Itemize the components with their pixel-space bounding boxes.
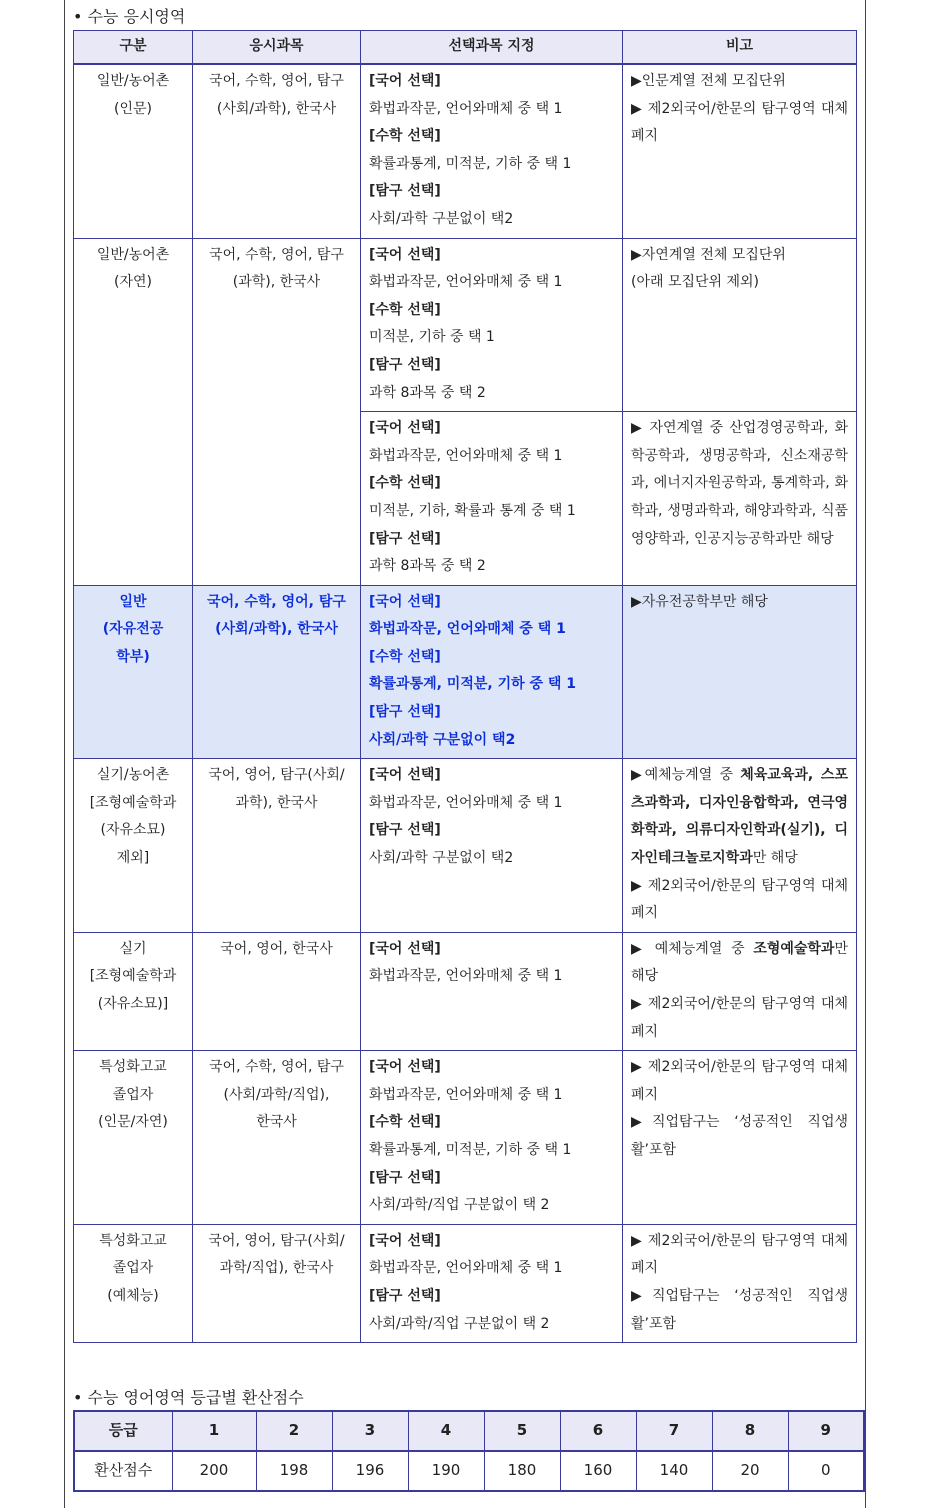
text-segment: ▶자연계열 전체 모집단위 — [631, 246, 786, 263]
cell-line — [201, 616, 352, 644]
text-segment: 사회/과학/직업 구분없이 택 2 — [369, 1197, 550, 1214]
cell-c2 — [193, 1224, 361, 1342]
cell-c2 — [193, 759, 361, 933]
table-row — [74, 64, 857, 238]
text-segment: 과학 8과목 중 택 2 — [369, 558, 486, 575]
text-segment: ▶예체능계열 중 — [631, 767, 741, 784]
cell-c1 — [74, 1051, 193, 1225]
text-segment: [국어 선택] — [369, 246, 441, 263]
page-border-right — [865, 0, 866, 1508]
text-segment: ▶ 제2외국어/한문의 탐구영역 대체 폐지 — [631, 1232, 848, 1277]
text-segment: 사회/과학 구분없이 택2 — [369, 850, 514, 867]
cell-line — [631, 415, 848, 553]
text-segment: [수학 선택] — [369, 1114, 441, 1131]
cell-line — [631, 269, 848, 297]
text-segment: 국어, 수학, 영어, 탐구 — [209, 246, 344, 263]
text-segment: 미적분, 기하 중 택 1 — [369, 329, 495, 346]
text-segment: 만 해당 — [631, 940, 848, 985]
text-segment: (자유전공 — [102, 621, 164, 638]
cell-line — [369, 936, 614, 964]
cell-line — [369, 762, 614, 790]
cell-c3 — [361, 1224, 623, 1342]
cell-line — [631, 991, 848, 1046]
cell-line — [369, 553, 614, 581]
cell-line — [82, 589, 184, 617]
text-segment: ▶ 예체능계열 중 — [631, 940, 754, 957]
grade-label: 등급 — [74, 1411, 172, 1451]
text-segment: 사회/과학/직업 구분없이 택 2 — [369, 1315, 550, 1332]
cell-c3 — [361, 64, 623, 238]
text-segment: 화법과작문, 언어와매체 중 택 1 — [369, 968, 563, 985]
grade-8: 8 — [712, 1411, 788, 1451]
cell-line — [631, 68, 848, 96]
text-segment: [탐구 선택] — [369, 183, 441, 200]
text-segment: (사회/과학), 한국사 — [216, 100, 337, 117]
text-segment: [조형예술학과 — [89, 794, 177, 811]
text-segment: 특성화고교 — [99, 1232, 167, 1249]
cell-line — [631, 936, 848, 991]
table-header-row — [74, 31, 857, 65]
cell-line — [82, 644, 184, 672]
cell-c4 — [623, 412, 857, 586]
header-category: 구분 — [74, 31, 193, 65]
cell-line — [369, 498, 614, 526]
text-segment: 화법과작문, 언어와매체 중 택 1 — [369, 100, 563, 117]
cell-c4 — [623, 585, 857, 759]
text-segment: 국어, 영어, 한국사 — [220, 940, 333, 957]
text-segment: 졸업자 — [112, 1086, 154, 1103]
text-segment: 과학/직업), 한국사 — [219, 1260, 334, 1277]
page-border-left — [64, 0, 65, 1508]
cell-line — [201, 96, 352, 124]
cell-line — [631, 589, 848, 617]
text-segment: ▶ 제2외국어/한문의 탐구영역 대체 폐지 — [631, 100, 848, 145]
grade-6: 6 — [560, 1411, 636, 1451]
grade-4: 4 — [408, 1411, 484, 1451]
cell-line — [201, 790, 352, 818]
cell-c2 — [193, 1051, 361, 1225]
cell-line — [369, 1165, 614, 1193]
text-segment: 화법과작문, 언어와매체 중 택 1 — [369, 447, 563, 464]
cell-c4 — [623, 238, 857, 412]
cell-line — [369, 380, 614, 408]
text-segment: [국어 선택] — [369, 940, 441, 957]
cell-line — [369, 415, 614, 443]
cell-line — [201, 1255, 352, 1283]
score-grade-3: 196 — [332, 1451, 408, 1491]
text-segment: ▶ 자연계열 중 산업경영공학과, 화학공학과, 생명공학과, 신소재공학과, 에너지자원공학과, 통계학과, 화학과, 생명과학과, 해양과학과, 식품영양학과, 인공지능공학과만 해당 — [631, 420, 848, 547]
header-notes: 비고 — [623, 31, 857, 65]
cell-line — [82, 68, 184, 96]
cell-line — [201, 242, 352, 270]
cell-line — [201, 762, 352, 790]
text-segment: 체육교육과, 스포츠과학과, 디자인융합학과, 연극영화학과, 의류디자인학과(실기), 디자인테크놀로지학과 — [631, 767, 848, 867]
grade-2: 2 — [256, 1411, 332, 1451]
text-segment: 국어, 수학, 영어, 탐구 — [207, 593, 346, 610]
score-grade-7: 140 — [636, 1451, 712, 1491]
grade-3: 3 — [332, 1411, 408, 1451]
cell-line — [201, 1054, 352, 1082]
cell-c4 — [623, 759, 857, 933]
text-segment: 특성화고교 — [99, 1059, 167, 1076]
score-label: 환산점수 — [74, 1451, 172, 1491]
text-segment: 화법과작문, 언어와매체 중 택 1 — [369, 1086, 563, 1103]
cell-line — [369, 1054, 614, 1082]
text-segment: 만 해당 — [752, 850, 798, 867]
text-segment: [국어 선택] — [369, 420, 441, 437]
text-segment: 일반/농어촌 — [96, 73, 170, 89]
text-segment: (인문/자연) — [98, 1114, 168, 1131]
text-segment: 실기 — [119, 940, 147, 957]
cell-c1 — [74, 932, 193, 1050]
text-segment: (자연) — [114, 274, 152, 291]
score-grade-4: 190 — [408, 1451, 484, 1491]
cell-line — [631, 873, 848, 928]
cell-line — [631, 1228, 848, 1283]
cell-c1 — [74, 238, 193, 585]
text-segment: [수학 선택] — [369, 301, 441, 318]
text-segment: ▶ 제2외국어/한문의 탐구영역 대체 폐지 — [631, 877, 848, 922]
text-segment: [국어 선택] — [369, 767, 441, 784]
cell-line — [82, 991, 184, 1019]
cell-line — [631, 1283, 848, 1338]
header-subjects: 응시과목 — [193, 31, 361, 65]
text-segment: 과학 8과목 중 택 2 — [369, 384, 486, 401]
text-segment: (사회/과학), 한국사 — [215, 621, 338, 638]
cell-line — [369, 817, 614, 845]
text-segment: 사회/과학 구분없이 택2 — [369, 210, 514, 227]
text-segment: 화법과작문, 언어와매체 중 택 1 — [369, 1260, 563, 1277]
cell-line — [631, 96, 848, 151]
text-segment: [수학 선택] — [369, 475, 441, 492]
text-segment: 국어, 영어, 탐구(사회/ — [208, 767, 345, 784]
score-grade-1: 200 — [172, 1451, 256, 1491]
cell-line — [201, 1082, 352, 1110]
text-segment: ▶ 제2외국어/한문의 탐구영역 대체 폐지 — [631, 1059, 848, 1103]
cell-line — [369, 1228, 614, 1256]
exam-areas-table — [73, 30, 857, 1343]
text-segment: 미적분, 기하, 확률과 통계 중 택 1 — [369, 502, 576, 519]
text-segment: [탐구 선택] — [369, 704, 441, 721]
cell-c1 — [74, 585, 193, 759]
cell-c3 — [361, 585, 623, 759]
cell-line — [82, 845, 184, 873]
table-row — [74, 585, 857, 759]
cell-line — [631, 1109, 848, 1164]
cell-line — [82, 963, 184, 991]
cell-c2 — [193, 238, 361, 585]
text-segment: 확률과통계, 미적분, 기하 중 택 1 — [369, 676, 577, 693]
table-row — [74, 932, 857, 1050]
text-segment: 졸업자 — [112, 1260, 154, 1277]
cell-line — [369, 727, 614, 755]
table-row — [74, 1224, 857, 1342]
text-segment: 제외] — [116, 850, 150, 867]
cell-c2 — [193, 585, 361, 759]
grade-1: 1 — [172, 1411, 256, 1451]
text-segment: 국어, 수학, 영어, 탐구 — [209, 1059, 344, 1076]
cell-c3 — [361, 1051, 623, 1225]
cell-line — [82, 762, 184, 790]
cell-line — [82, 96, 184, 124]
section-title-english-scores: • 수능 영어영역 등급별 환산점수 — [73, 1388, 304, 1407]
text-segment: [탐구 선택] — [369, 356, 441, 373]
cell-c2 — [193, 932, 361, 1050]
cell-line — [369, 845, 614, 873]
cell-line — [369, 963, 614, 991]
text-segment: [국어 선택] — [369, 593, 441, 610]
cell-line — [369, 1311, 614, 1339]
cell-line — [82, 1109, 184, 1137]
cell-line — [369, 790, 614, 818]
cell-line — [201, 269, 352, 297]
cell-line — [369, 297, 614, 325]
text-segment: (인문) — [114, 100, 152, 117]
text-segment: [탐구 선택] — [369, 1287, 441, 1304]
cell-line — [369, 526, 614, 554]
text-segment: [국어 선택] — [369, 1232, 441, 1249]
cell-line — [369, 352, 614, 380]
cell-line — [369, 151, 614, 179]
cell-line — [201, 68, 352, 96]
cell-line — [369, 589, 614, 617]
cell-c3 — [361, 759, 623, 933]
text-segment: 국어, 영어, 탐구(사회/ — [208, 1232, 345, 1249]
grade-5: 5 — [484, 1411, 560, 1451]
text-segment: 확률과통계, 미적분, 기하 중 택 1 — [369, 1141, 572, 1158]
cell-line — [82, 269, 184, 297]
cell-line — [82, 1054, 184, 1082]
cell-line — [82, 1255, 184, 1283]
text-segment: (사회/과학/직업), — [223, 1086, 330, 1103]
cell-c1 — [74, 1224, 193, 1342]
english-score-table — [73, 1410, 865, 1492]
table-row — [74, 1051, 857, 1225]
text-segment: 한국사 — [256, 1114, 297, 1131]
cell-c3 — [361, 412, 623, 586]
table-row — [74, 238, 857, 412]
text-segment: [탐구 선택] — [369, 1169, 441, 1186]
text-segment: 화법과작문, 언어와매체 중 택 1 — [369, 794, 563, 811]
table-row — [74, 759, 857, 933]
cell-c3 — [361, 932, 623, 1050]
cell-line — [82, 817, 184, 845]
text-segment: 일반 — [119, 593, 147, 610]
text-segment: [국어 선택] — [369, 1059, 441, 1076]
score-grade-8: 20 — [712, 1451, 788, 1491]
text-segment: [국어 선택] — [369, 73, 441, 89]
cell-c4 — [623, 64, 857, 238]
text-segment: (자유소묘)] — [97, 996, 169, 1012]
cell-line — [369, 616, 614, 644]
text-segment: (과학), 한국사 — [232, 274, 321, 291]
text-segment: 화법과작문, 언어와매체 중 택 1 — [369, 621, 566, 638]
grade-7: 7 — [636, 1411, 712, 1451]
cell-line — [369, 324, 614, 352]
cell-c4 — [623, 1051, 857, 1225]
section-title-exam-areas: • 수능 응시영역 — [73, 7, 186, 26]
score-grade-6: 160 — [560, 1451, 636, 1491]
text-segment: 조형예술학과 — [753, 940, 835, 957]
cell-line — [369, 671, 614, 699]
cell-line — [82, 1228, 184, 1256]
cell-line — [82, 1283, 184, 1311]
cell-line — [82, 242, 184, 270]
cell-c2 — [193, 64, 361, 238]
score-grade-2: 198 — [256, 1451, 332, 1491]
text-segment: (아래 모집단위 제외) — [631, 274, 760, 291]
score-row — [74, 1451, 864, 1491]
text-segment: ▶직업탐구는 ‘성공적인 직업생활’포함 — [631, 1287, 848, 1332]
text-segment: ▶ 제2외국어/한문의 탐구영역 대체 폐지 — [631, 996, 848, 1040]
cell-line — [369, 1082, 614, 1110]
cell-line — [369, 96, 614, 124]
cell-line — [631, 1054, 848, 1109]
header-elective: 선택과목 지정 — [361, 31, 623, 65]
text-segment: [수학 선택] — [369, 128, 441, 145]
cell-line — [369, 178, 614, 206]
cell-line — [369, 242, 614, 270]
cell-line — [82, 616, 184, 644]
cell-line — [201, 589, 352, 617]
cell-line — [369, 1255, 614, 1283]
cell-line — [82, 1082, 184, 1110]
cell-line — [369, 206, 614, 234]
text-segment: ▶직업탐구는 ‘성공적인 직업생활’포함 — [631, 1114, 848, 1158]
text-segment: ▶자유전공학부만 해당 — [631, 593, 768, 610]
text-segment: [탐구 선택] — [369, 822, 441, 839]
cell-c1 — [74, 64, 193, 238]
cell-line — [82, 936, 184, 964]
score-grade-9: 0 — [788, 1451, 864, 1491]
cell-line — [369, 68, 614, 96]
cell-line — [369, 470, 614, 498]
cell-line — [82, 790, 184, 818]
cell-line — [369, 123, 614, 151]
text-segment: [수학 선택] — [369, 648, 441, 665]
cell-line — [369, 1283, 614, 1311]
text-segment: 사회/과학 구분없이 택2 — [369, 731, 516, 748]
cell-c3 — [361, 238, 623, 412]
text-segment: [조형예술학과 — [89, 968, 177, 985]
cell-line — [369, 1192, 614, 1220]
cell-line — [631, 762, 848, 872]
cell-c4 — [623, 932, 857, 1050]
cell-line — [369, 1109, 614, 1137]
text-segment: 국어, 수학, 영어, 탐구 — [209, 73, 344, 89]
cell-line — [369, 269, 614, 297]
text-segment: [탐구 선택] — [369, 530, 441, 547]
text-segment: 일반/농어촌 — [96, 246, 170, 263]
text-segment: 실기/농어촌 — [96, 767, 170, 784]
cell-line — [369, 1137, 614, 1165]
text-segment: 확률과통계, 미적분, 기하 중 택 1 — [369, 155, 572, 172]
text-segment: ▶인문계열 전체 모집단위 — [631, 73, 786, 89]
grade-9: 9 — [788, 1411, 864, 1451]
cell-line — [631, 242, 848, 270]
score-grade-5: 180 — [484, 1451, 560, 1491]
cell-line — [369, 644, 614, 672]
cell-line — [369, 699, 614, 727]
cell-c1 — [74, 759, 193, 933]
cell-line — [201, 1228, 352, 1256]
text-segment: 화법과작문, 언어와매체 중 택 1 — [369, 274, 563, 291]
cell-line — [369, 443, 614, 471]
text-segment: (자유소묘) — [100, 822, 166, 839]
grade-row — [74, 1411, 864, 1451]
cell-line — [201, 936, 352, 964]
text-segment: (예체능) — [107, 1287, 159, 1304]
cell-line — [201, 1109, 352, 1137]
text-segment: 학부) — [116, 648, 150, 665]
cell-c4 — [623, 1224, 857, 1342]
text-segment: 과학), 한국사 — [235, 794, 318, 811]
